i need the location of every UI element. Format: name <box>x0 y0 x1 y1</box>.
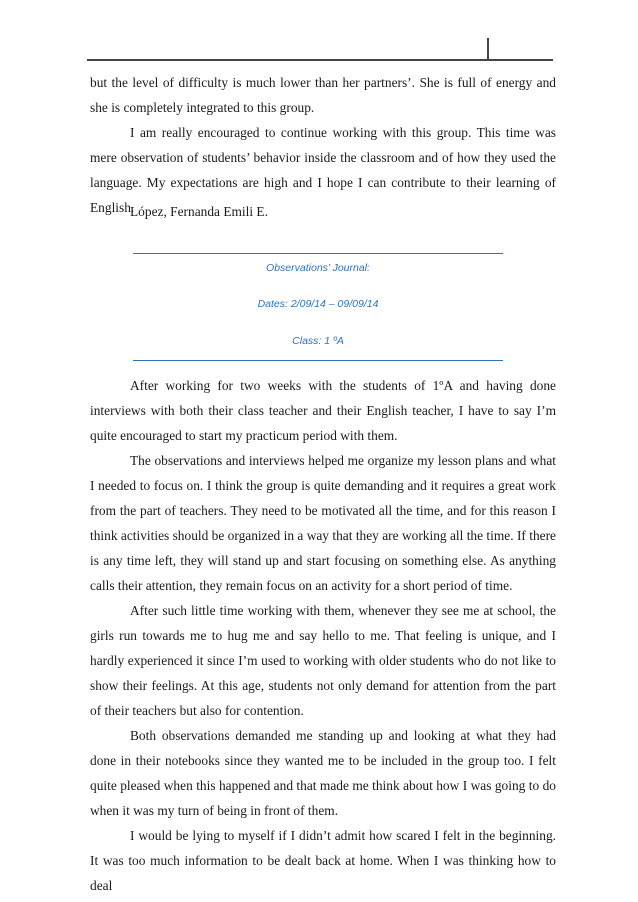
journal-class: Class: 1 ºA <box>292 335 344 347</box>
journal-divider-bottom <box>133 360 503 361</box>
header-rule <box>87 59 553 61</box>
header-tick <box>487 38 489 59</box>
journal-dates: Dates: 2/09/14 – 09/09/14 <box>257 298 379 310</box>
journal-title: Observations’ Journal: <box>266 262 370 274</box>
journal-body <box>90 373 556 898</box>
journal-paragraph: The observations and interviews helped me organize my lesson plans and what I needed to focus on. I think the group is quite demanding and it requires a great work from the part of teachers. They need to be motivated all the time, and for this reason I think activities should be organized in a way that they are working all the time. If there is any time left, they will stand up and start focusing on something else. As anything calls their attention, they remain focus on an activity for a short period of time. <box>90 453 556 593</box>
journal-paragraph: After working for two weeks with the students of 1ºA and having done interviews with both their class teacher and their English teacher, I have to say I’m quite encouraged to start my practicum period with them. <box>90 378 556 443</box>
journal-paragraph: I would be lying to myself if I didn’t admit how scared I felt in the beginning. It was too much information to be dealt back at home. When I was thinking how to deal <box>90 828 556 893</box>
journal-paragraph: Both observations demanded me standing up and looking at what they had done in their notebooks since they wanted me to be included in the group too. I felt quite pleased when this happened and that made me think about how I was going to do when it was my turn of being in front of them. <box>90 728 556 818</box>
journal-paragraph: After such little time working with them, whenever they see me at school, the girls run towards me to hug me and say hello to me. That feeling is unique, and I hardly experienced it since I’m used to working with older students who do not like to show their feelings. At this age, students not only demand for attention from the part of their teachers but also for contention. <box>90 603 556 718</box>
continuation-paragraph: but the level of difficulty is much lower than her partners’. She is full of energy and she is completely integrated to this group. <box>90 75 556 115</box>
journal-divider-top <box>133 253 503 254</box>
author-signature: López, Fernanda Emili E. <box>130 204 268 219</box>
continuation-text <box>90 70 556 220</box>
continuation-paragraph: I am really encouraged to continue working with this group. This time was mere observation of students’ behavior inside the classroom and of how they used the language. My expectations are high and I hope I can contribute to their learning of English. <box>90 125 556 215</box>
